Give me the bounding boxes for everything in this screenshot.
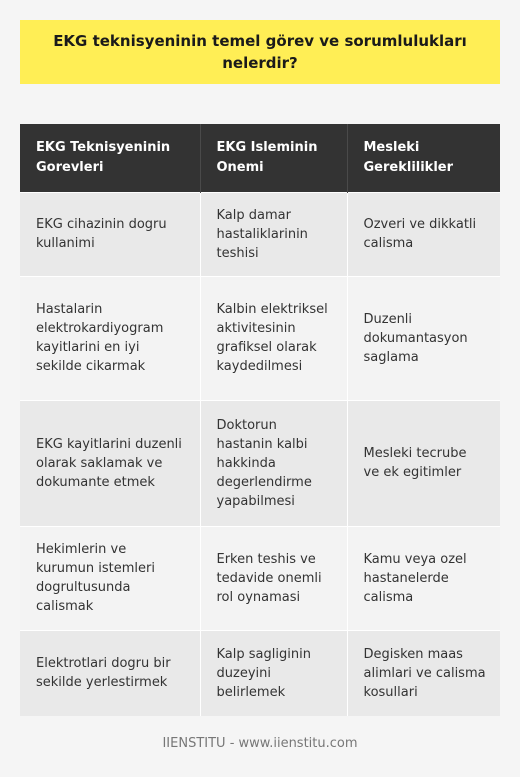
table-cell: Duzenli dokumantasyon saglama bbox=[347, 276, 500, 400]
table-cell: Kalp damar hastaliklarinin teshisi bbox=[200, 192, 347, 276]
table-cell: Hastalarin elektrokardiyogram kayitlarini en iyi sekilde cikarmak bbox=[20, 276, 200, 400]
table-row bbox=[20, 276, 500, 400]
table-row bbox=[20, 526, 500, 630]
table-cell: Hekimlerin ve kurumun istemleri dogrultusunda calismak bbox=[20, 526, 200, 630]
table-row bbox=[20, 192, 500, 276]
table-row bbox=[20, 630, 500, 716]
tasks-table bbox=[20, 124, 500, 716]
table-cell: Kalbin elektriksel aktivitesinin grafiksel olarak kaydedilmesi bbox=[200, 276, 347, 400]
title-banner bbox=[20, 20, 500, 84]
table-cell: Kalp sagliginin duzeyini belirlemek bbox=[200, 630, 347, 716]
footer-credit: IIENSTITU - www.iienstitu.com bbox=[162, 736, 358, 751]
table-cell: Degisken maas alimlari ve calisma kosullari bbox=[347, 630, 500, 716]
table-header-row bbox=[20, 124, 500, 192]
table-cell: EKG kayitlarini duzenli olarak saklamak ve dokumante etmek bbox=[20, 400, 200, 526]
page-title: EKG teknisyeninin temel görev ve sorumlulukları nelerdir? bbox=[53, 32, 467, 72]
table-cell: Elektrotlari dogru bir sekilde yerlestirmek bbox=[20, 630, 200, 716]
table-row bbox=[20, 400, 500, 526]
column-header-tasks: EKG Teknisyeninin Gorevleri bbox=[20, 124, 200, 192]
column-header-requirements: Mesleki Gereklilikler bbox=[347, 124, 500, 192]
table-cell: EKG cihazinin dogru kullanimi bbox=[20, 192, 200, 276]
table-cell: Erken teshis ve tedavide onemli rol oynamasi bbox=[200, 526, 347, 630]
column-header-importance: EKG Isleminin Onemi bbox=[200, 124, 347, 192]
table-cell: Mesleki tecrube ve ek egitimler bbox=[347, 400, 500, 526]
table-cell: Kamu veya ozel hastanelerde calisma bbox=[347, 526, 500, 630]
table-cell: Ozveri ve dikkatli calisma bbox=[347, 192, 500, 276]
table-cell: Doktorun hastanin kalbi hakkinda degerlendirme yapabilmesi bbox=[200, 400, 347, 526]
